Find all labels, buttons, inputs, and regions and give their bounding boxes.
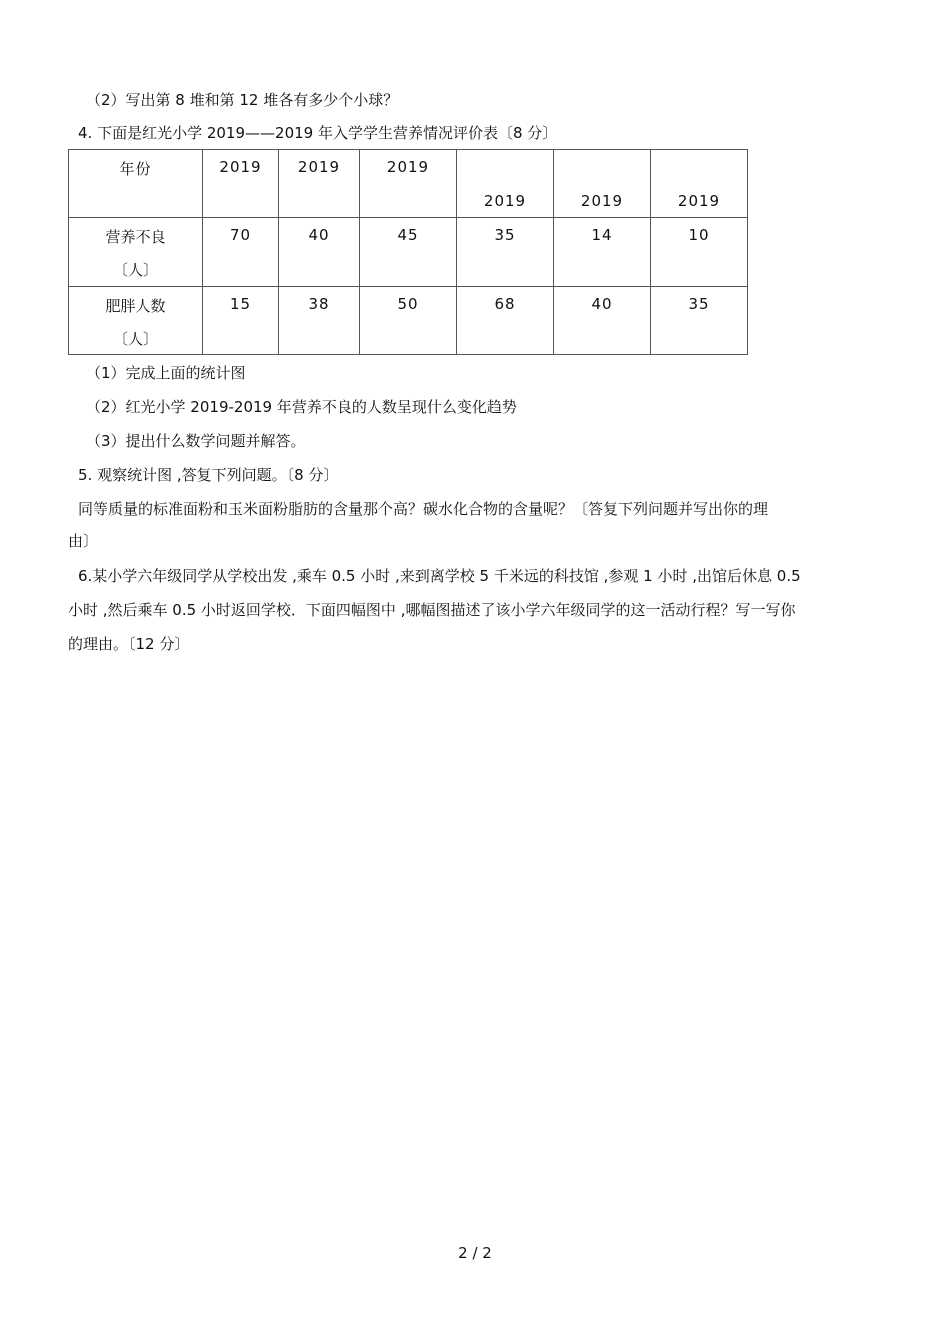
value-cell: 40 [554, 286, 651, 354]
page-number: 2 / 2 [458, 1244, 492, 1262]
value-cell: 70 [203, 218, 279, 286]
table-row [69, 218, 748, 286]
table-row [69, 286, 748, 354]
value-cell: 35 [457, 218, 554, 286]
value-cell: 35 [651, 286, 748, 354]
question-4-sub-2: （2）红光小学 2019-2019 年营养不良的人数呈现什么变化趋势 [86, 398, 517, 416]
table-header-row [69, 150, 748, 218]
question-4-sub-3: （3）提出什么数学问题并解答。 [86, 432, 306, 450]
value-cell: 50 [360, 286, 457, 354]
year-cell: 2019 [457, 150, 554, 218]
question-5-title: 5. 观察统计图 ,答复下列问题。〔8 分〕 [78, 466, 339, 484]
nutrition-table [68, 149, 748, 355]
value-cell: 14 [554, 218, 651, 286]
question-6-text-line-2: 小时 ,然后乘车 0.5 小时返回学校．下面四幅图中 ,哪幅图描述了该小学六年级同学的这一活动行程？写一写你 [68, 601, 796, 619]
year-cell: 2019 [554, 150, 651, 218]
header-cell: 年份 [69, 150, 203, 218]
row-label-cell: 营养不良 〔人〕 [69, 218, 203, 286]
value-cell: 40 [279, 218, 360, 286]
row-label-cell: 肥胖人数 〔人〕 [69, 286, 203, 354]
question-3-part-2: （2）写出第 8 堆和第 12 堆各有多少个小球？ [86, 91, 399, 109]
value-cell: 45 [360, 218, 457, 286]
year-cell: 2019 [203, 150, 279, 218]
question-4-sub-1: （1）完成上面的统计图 [86, 364, 246, 382]
question-6-text-line-1: 6.某小学六年级同学从学校出发 ,乘车 0.5 小时 ,来到离学校 5 千米远的科技馆 ,参观 1 小时 ,出馆后休息 0.5 [78, 567, 801, 585]
question-5-text-line-2: 由〕 [68, 532, 99, 550]
year-cell: 2019 [651, 150, 748, 218]
question-5-text-line-1: 同等质量的标准面粉和玉米面粉脂肪的含量那个高？碳水化合物的含量呢？〔答复下列问题并写出你的理 [78, 500, 769, 518]
value-cell: 38 [279, 286, 360, 354]
year-cell: 2019 [360, 150, 457, 218]
question-6-text-line-3: 的理由。〔12 分〕 [68, 635, 190, 653]
value-cell: 15 [203, 286, 279, 354]
value-cell: 68 [457, 286, 554, 354]
year-cell: 2019 [279, 150, 360, 218]
value-cell: 10 [651, 218, 748, 286]
question-4-title: 4. 下面是红光小学 2019——2019 年入学学生营养情况评价表〔8 分〕 [78, 124, 558, 142]
